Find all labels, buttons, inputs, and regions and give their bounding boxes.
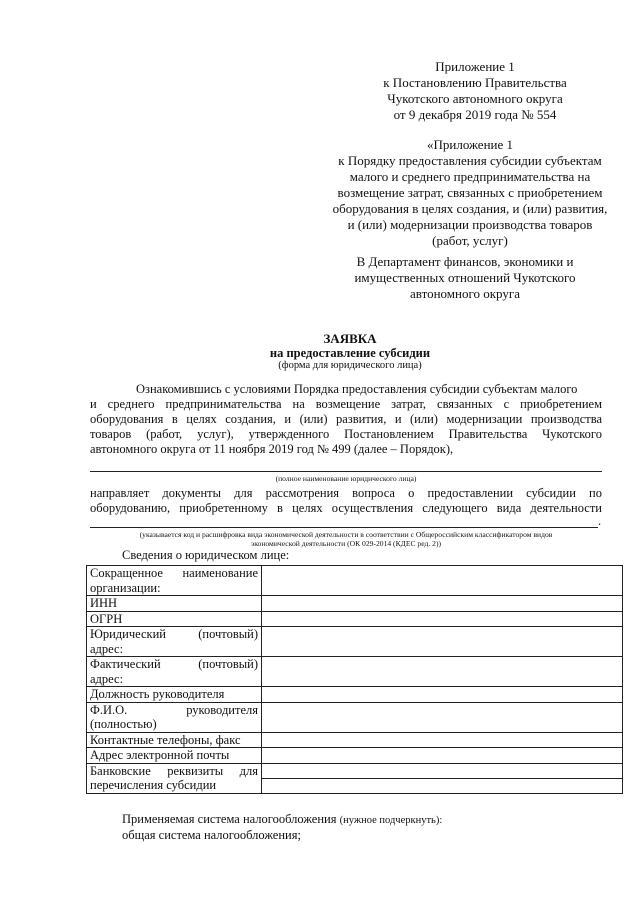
appendix-line: от 9 декабря 2019 года № 554 [393, 107, 557, 122]
appendix-line: к Постановлению Правительства [383, 75, 567, 90]
intro-line: и среднего предпринимательства на возмещение затрат, связанных с приобретением [90, 397, 602, 411]
submits-paragraph [90, 486, 602, 516]
submits-line: оборудованию, приобретенному в целях осуществления следующего вида деятельности [90, 501, 602, 515]
table-row [87, 763, 623, 793]
appendix-order-line: (работ, услуг) [432, 233, 508, 248]
row-label-email: Адрес электронной почты [87, 748, 262, 764]
table-row [87, 702, 623, 732]
activity-period: . [598, 514, 602, 528]
activity-caption-line: экономической деятельности (ОК 029-2014 (КДЕС ред. 2)) [250, 539, 442, 548]
legal-info-heading: Сведения о юридическом лице: [122, 548, 290, 562]
value-cell-head-position[interactable] [262, 687, 623, 703]
value-cell-legal-address[interactable] [262, 627, 623, 657]
table-row [87, 596, 623, 612]
submits-line: направляет документы для рассмотрения вопроса о предоставлении субсидии по [90, 486, 602, 500]
appendix-order-line: и (или) модернизации производства товаров [347, 217, 593, 232]
row-label-legal-address [87, 627, 262, 657]
label-part: (почтовый) [198, 627, 258, 641]
tax-system-label: Применяемая система налогообложения [122, 812, 337, 826]
row-label-phones: Контактные телефоны, факс [87, 732, 262, 748]
table-row [87, 657, 623, 687]
activity-caption-line: (указывается код и расшифровка вида экономической деятельности в соответствии с Общероссийским классификатором видов [139, 530, 553, 539]
label-part: (почтовый) [198, 657, 258, 671]
activity-caption [90, 530, 602, 548]
label-part: Сокращенное [90, 566, 163, 580]
value-cell-short-name[interactable] [262, 566, 623, 596]
appendix-block [330, 59, 620, 123]
appendix-line: Чукотского автономного округа [387, 91, 563, 106]
page-title: ЗАЯВКА [323, 331, 377, 346]
addressee-line: автономного округа [410, 286, 520, 301]
value-cell-ogrn[interactable] [262, 611, 623, 627]
intro-line: автономного округа от 11 ноября 2019 год № 499 (далее – Порядок), [90, 442, 454, 456]
label-part: руководителя [186, 702, 258, 717]
row-label-head-name [87, 702, 262, 732]
legal-info-table [86, 565, 623, 794]
addressee-line: имущественных отношений Чукотского [354, 270, 576, 285]
bank-details-line-2[interactable] [262, 779, 622, 793]
label-part: Ф.И.О. [90, 702, 128, 717]
fullname-field-line[interactable] [90, 471, 602, 472]
value-cell-email[interactable] [262, 748, 623, 764]
label-part: организации: [90, 580, 161, 595]
label-part: реквизиты [167, 763, 224, 778]
row-label-ogrn: ОГРН [87, 611, 262, 627]
label-part: Юридический [90, 627, 166, 641]
form-type-note: (форма для юридического лица) [278, 360, 422, 371]
page-subtitle: на предоставление субсидии [269, 346, 431, 360]
fullname-caption: (полное наименование юридического лица) [275, 474, 417, 483]
tax-option-general[interactable]: общая система налогообложения; [122, 828, 301, 842]
addressee-block [320, 254, 610, 302]
label-part: адрес: [90, 641, 124, 656]
label-part: наименование [182, 566, 258, 580]
appendix-order-line: малого и среднего предпринимательства на [349, 169, 591, 184]
table-row [87, 566, 623, 596]
label-part: Фактический [90, 657, 161, 671]
title-block [200, 331, 500, 372]
value-cell-phones[interactable] [262, 732, 623, 748]
appendix-order-line: возмещение затрат, связанных с приобретением [337, 185, 603, 200]
tax-system-heading [122, 812, 442, 828]
label-part: адрес: [90, 671, 124, 686]
table-row [87, 627, 623, 657]
intro-paragraph [90, 382, 602, 457]
table-row [87, 748, 623, 764]
label-part: для [239, 763, 258, 778]
bank-details-line-1[interactable] [262, 764, 622, 779]
table-row [87, 732, 623, 748]
value-cell-actual-address[interactable] [262, 657, 623, 687]
row-label-bank-details [87, 763, 262, 793]
label-part: перечисления субсидии [90, 778, 217, 792]
appendix-order-line: к Порядку предоставления субсидии субъектам [338, 153, 602, 168]
table-row [87, 611, 623, 627]
intro-line: товаров (работ, услуг), утвержденного Постановлением Правительства Чукотского [90, 427, 602, 441]
value-cell-inn[interactable] [262, 596, 623, 612]
value-cell-bank-details [262, 763, 623, 793]
intro-line: Ознакомившись с условиями Порядка предоставления субсидии субъектам малого [136, 382, 578, 396]
label-part: (полностью) [90, 717, 157, 731]
table-row [87, 687, 623, 703]
intro-line: оборудования в целях создания, и (или) развития, и (или) модернизации производства [90, 412, 602, 426]
addressee-line: В Департамент финансов, экономики и [356, 254, 574, 269]
row-label-short-name [87, 566, 262, 596]
appendix-order-line: «Приложение 1 [426, 137, 514, 152]
row-label-actual-address [87, 657, 262, 687]
appendix-line: Приложение 1 [435, 59, 515, 74]
activity-field-line[interactable] [90, 527, 598, 528]
appendix-order-line: оборудования в целях создания, и (или) развития, [332, 201, 608, 216]
appendix-order-block [312, 137, 628, 249]
value-cell-head-name[interactable] [262, 702, 623, 732]
row-label-head-position: Должность руководителя [87, 687, 262, 703]
label-part: Банковские [90, 763, 151, 778]
tax-system-note: (нужное подчеркнуть): [339, 815, 443, 826]
row-label-inn: ИНН [87, 596, 262, 612]
